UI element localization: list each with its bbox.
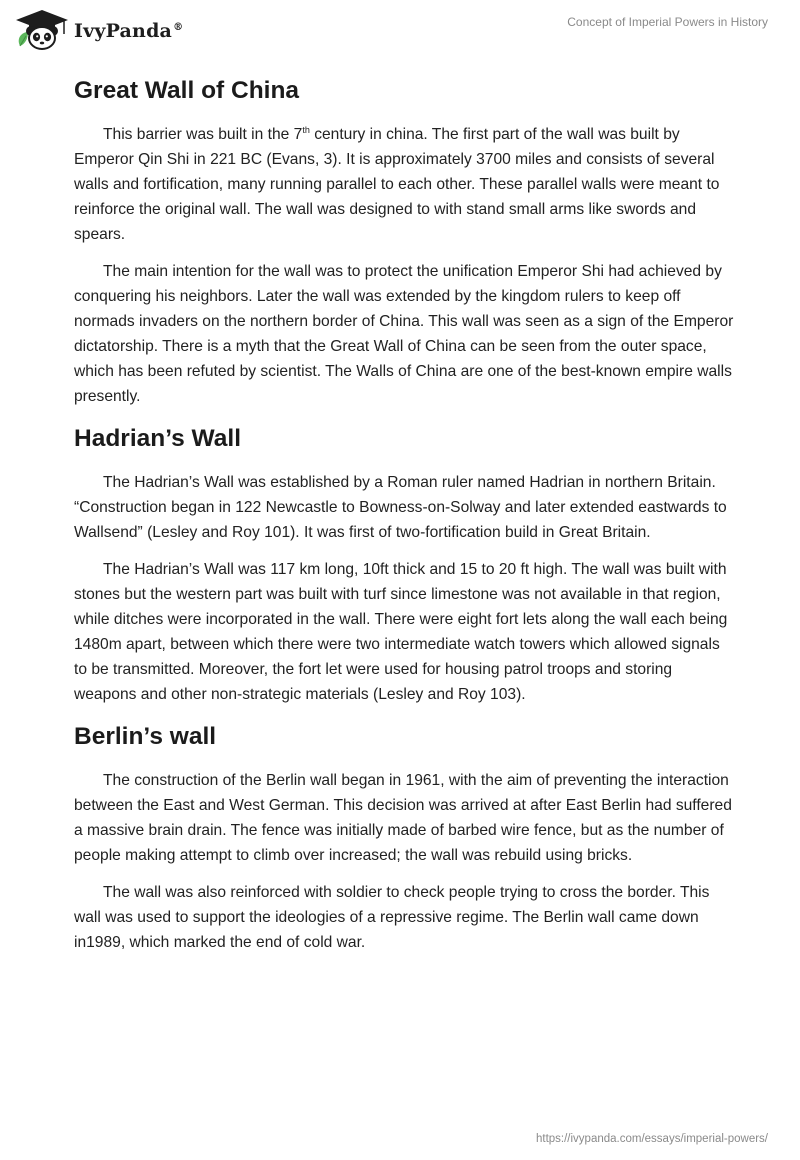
paragraph: The wall was also reinforced with soldier to check people trying to cross the border. This wall was used to support the ideologies of a repressive regime. The Berlin wall came down in1989, which marked the end of cold war. <box>74 884 710 951</box>
paragraph: The Hadrian’s Wall was established by a Roman ruler named Hadrian in northern Britain. “Construction began in 122 Newcastle to Bowness-on-Solway and later extended eastwards to Wallsend” (Lesley and Roy 101). It was first of two-fortification build in Great Britain. <box>74 474 727 541</box>
paragraph: The construction of the Berlin wall began in 1961, with the aim of preventing the interaction between the East and West German. This decision was arrived at after East Berlin had suffered a massive brain drain. The fence was initially made of barbed wire fence, but as the number of people making attempt to climb over increased; the wall was rebuild using bricks. <box>74 772 732 864</box>
document-title: Concept of Imperial Powers in History <box>567 15 768 29</box>
panda-graduate-icon <box>14 8 70 50</box>
source-url[interactable]: https://ivypanda.com/essays/imperial-powers/ <box>535 1133 768 1145</box>
section-heading-great-wall: Great Wall of China <box>74 77 300 104</box>
essay-body <box>74 70 734 967</box>
section-heading-hadrians-wall: Hadrian’s Wall <box>74 425 242 452</box>
paragraph: The Hadrian’s Wall was 117 km long, 10ft thick and 15 to 20 ft high. The wall was built with stones but the western part was built with turf since limestone was not available in that region, while ditches were incorporated in the wall. There were eight fort lets along the wall each being 1480m apart, between which there were two intermediate watch towers which allowed signals to be transmitted. Moreover, the fort let were used for housing patrol troops and storing weapons and other non-strategic materials (Lesley and Roy 103). <box>74 561 728 703</box>
page-header <box>0 0 800 60</box>
paragraph: The main intention for the wall was to protect the unification Emperor Shi had achieved by conquering his neighbors. Later the wall was extended by the kingdom rulers to keep off normads invaders on the northern border of China. This wall was seen as a sign of the Emperor dictatorship. There is a myth that the Great Wall of China can be seen from the outer space, which has been refuted by scientist. The Walls of China are one of the best-known empire walls presently. <box>74 263 734 405</box>
paragraph: This barrier was built in the 7th century in china. The first part of the wall was built by Emperor Qin Shi in 221 BC (Evans, 3). It is approximately 3700 miles and consists of several walls and fortification, many running parallel to each other. These parallel walls were meant to reinforce the original wall. The wall was designed to with stand small arms like swords and spears. <box>74 124 720 243</box>
brand-name: IvyPanda® <box>74 20 184 42</box>
section-heading-berlin-wall: Berlin’s wall <box>74 723 217 750</box>
ivypanda-logo[interactable] <box>14 8 183 50</box>
